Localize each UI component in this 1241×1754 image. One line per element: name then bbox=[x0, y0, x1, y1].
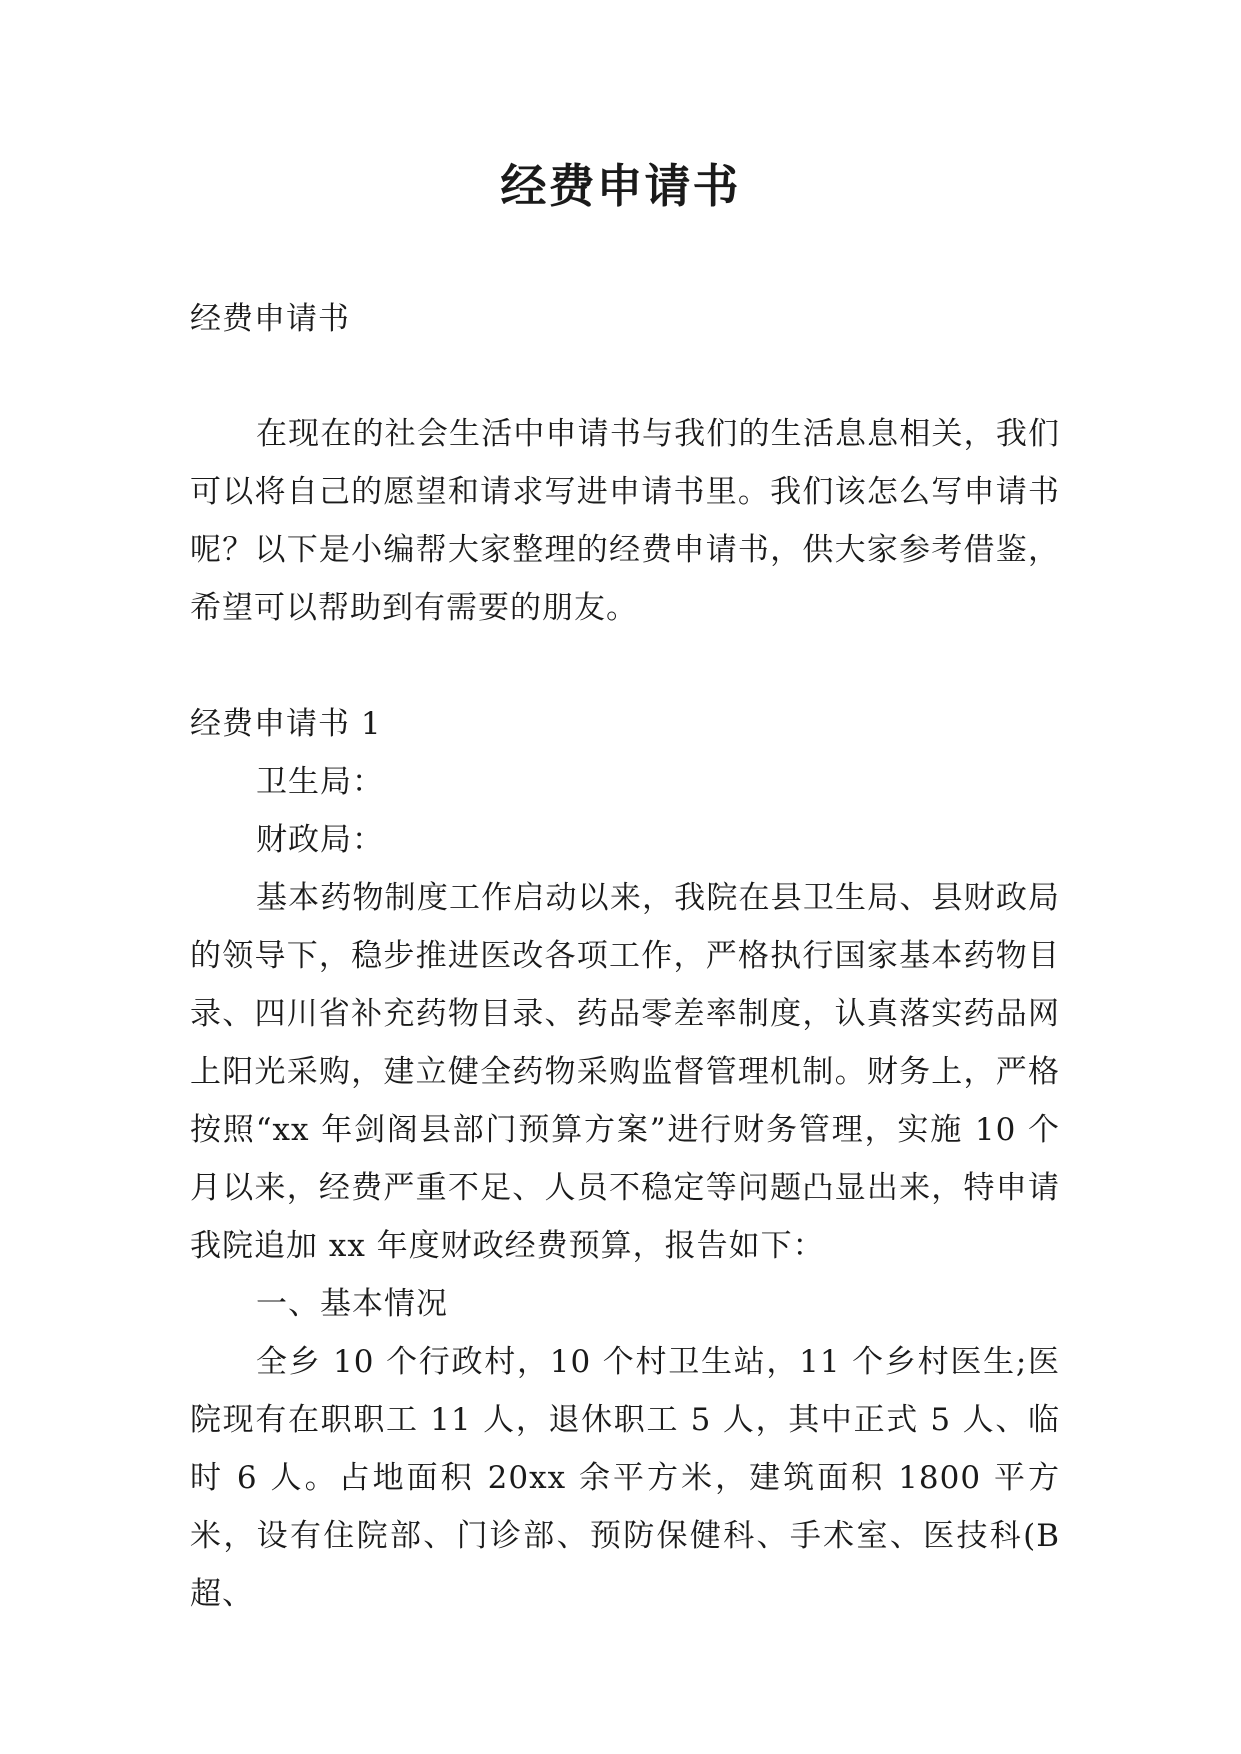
intro-paragraph: 在现在的社会生活中申请书与我们的生活息息相关，我们可以将自己的愿望和请求写进申请书里。我们该怎么写申请书呢？以下是小编帮大家整理的经费申请书，供大家参考借鉴，希望可以帮助到有需要的朋友。 bbox=[190, 416, 1060, 626]
body-paragraph-2: 全乡 10 个行政村，10 个村卫生站，11 个乡村医生;医院现有在职职工 11 人，退休职工 5 人，其中正式 5 人、临时 6 人。占地面积 20xx 余平方米，建筑面积 1800 平方米，设有住院部、门诊部、预防保健科、手术室、医技科(B 超、 bbox=[190, 1344, 1060, 1612]
main-content bbox=[190, 695, 1060, 1623]
addressee-health-bureau: 卫生局： bbox=[256, 764, 384, 800]
addressee-finance-bureau: 财政局： bbox=[256, 822, 384, 858]
document-subtitle: 经费申请书 bbox=[190, 301, 350, 337]
heading-basic-situation: 一、基本情况 bbox=[256, 1286, 448, 1322]
section-title: 经费申请书 1 bbox=[190, 706, 382, 742]
body-paragraph-1: 基本药物制度工作启动以来，我院在县卫生局、县财政局的领导下，稳步推进医改各项工作，严格执行国家基本药物目录、四川省补充药物目录、药品零差率制度，认真落实药品网上阳光采购，建立健全药物采购监督管理机制。财务上，严格按照“xx 年剑阁县部门预算方案”进行财务管理，实施 10 个月以来，经费严重不足、人员不稳定等问题凸显出来，特申请我院追加 xx 年度财政经费预算，报告如下： bbox=[190, 880, 1060, 1264]
document-title: 经费申请书 bbox=[500, 159, 741, 213]
